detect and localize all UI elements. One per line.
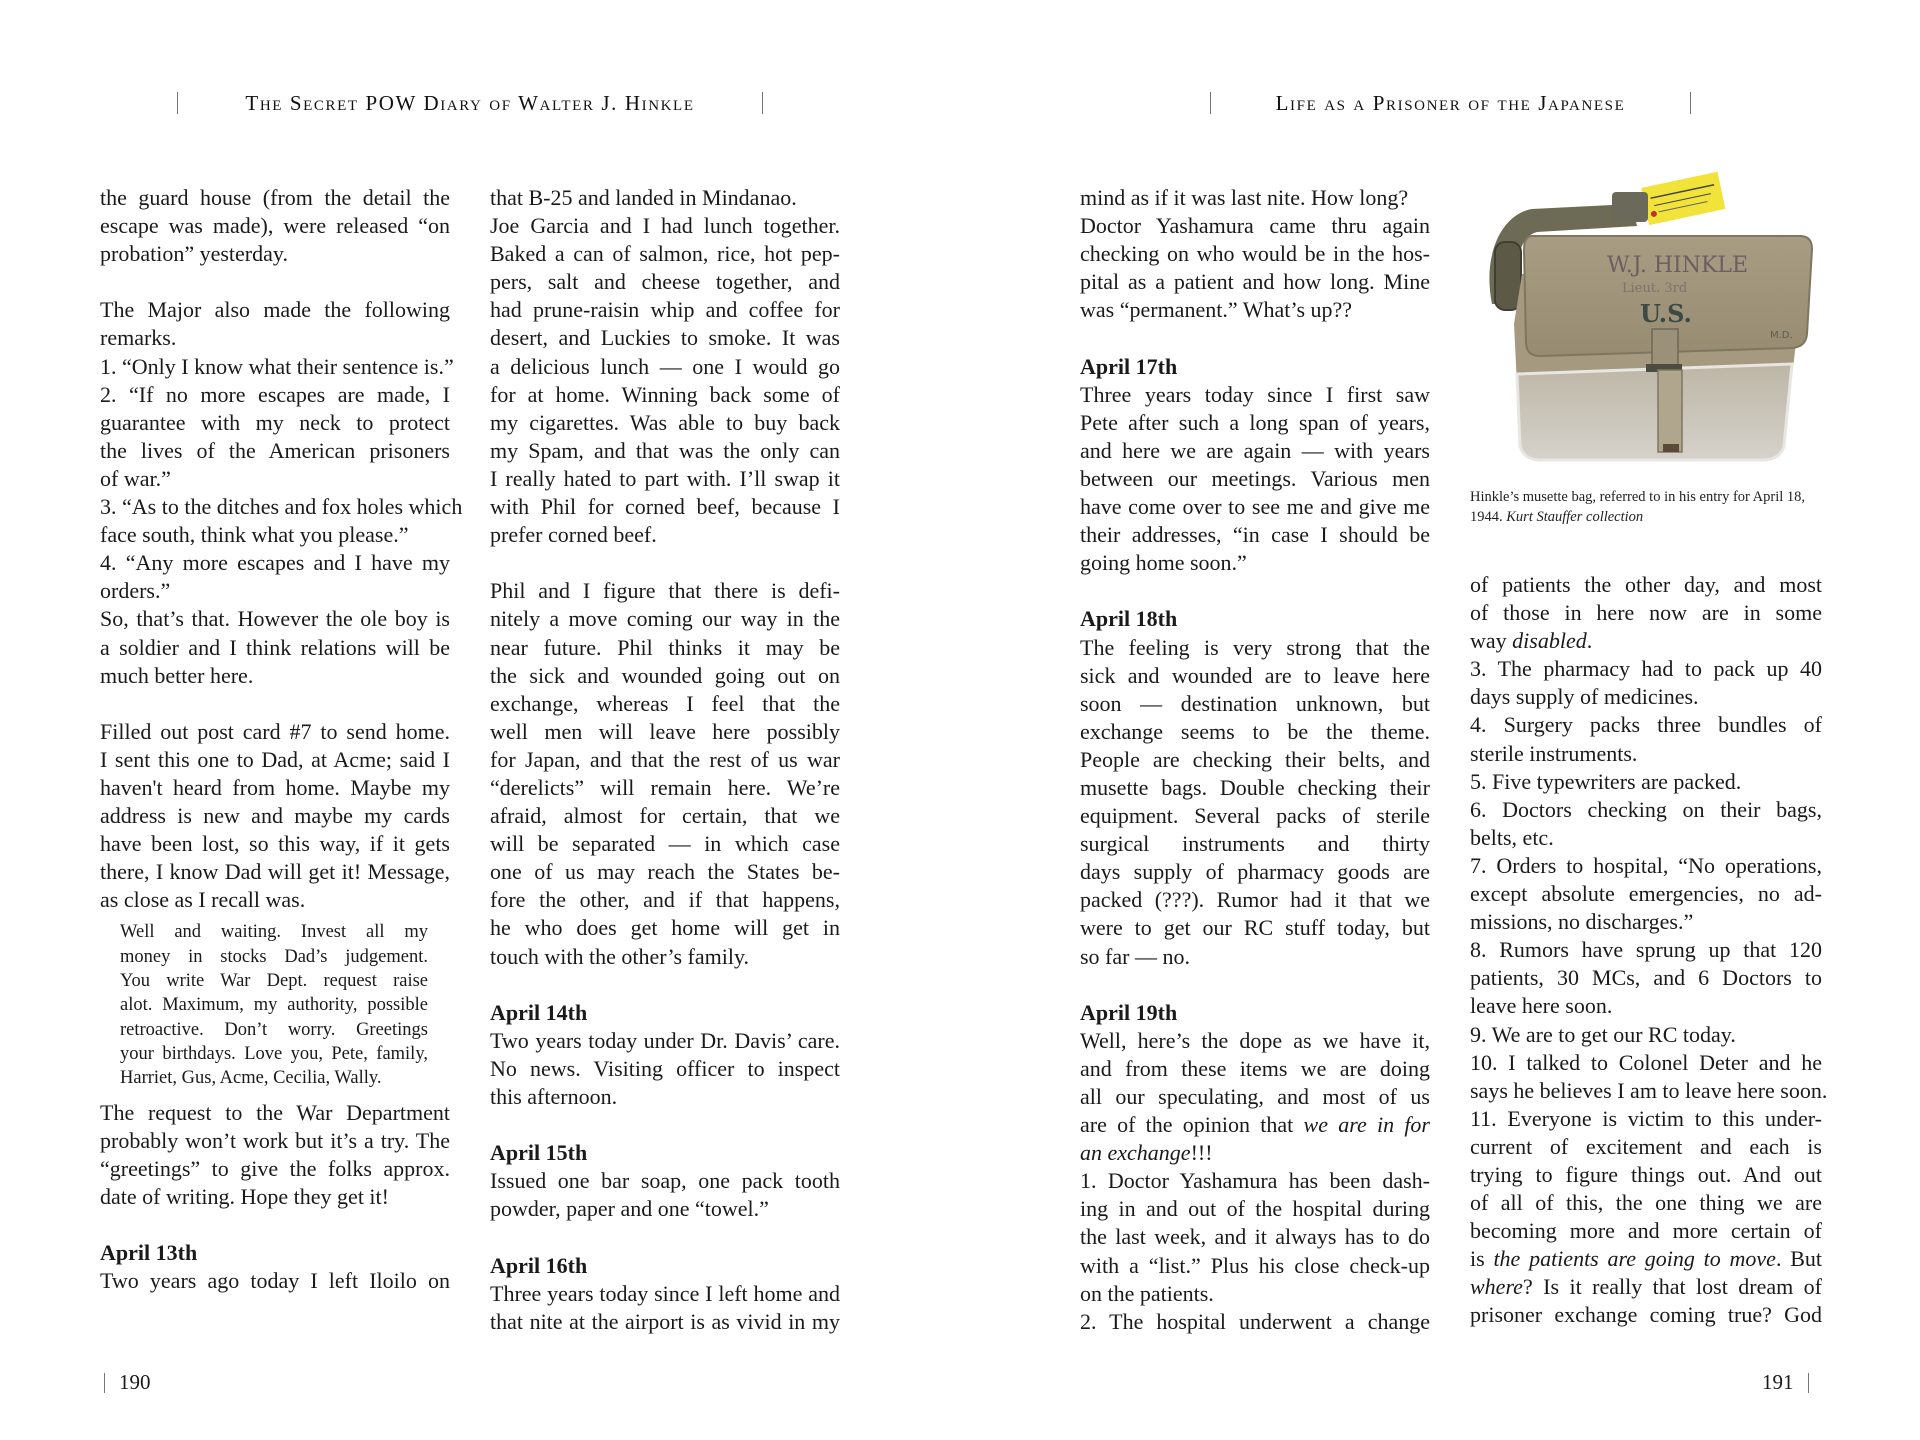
paragraph	[100, 1267, 450, 1295]
text-line: their addresses, “in case I should be	[1080, 522, 1430, 548]
text-line: 1. Doctor Yashamura has been dash-	[1080, 1168, 1430, 1194]
text-line: for at home. Winning back some of	[490, 381, 840, 407]
paragraph	[1470, 655, 1822, 711]
text-line: I really hated to part with. I’ll swap it	[490, 465, 840, 491]
text-line: Well, here’s the dope as we have it,	[1080, 1027, 1430, 1053]
text-line: retroactive. Don’t worry. Greetings	[120, 1019, 428, 1040]
paragraph	[1470, 571, 1822, 655]
paragraph	[100, 549, 450, 605]
text-line: The request to the War Department	[100, 1099, 450, 1125]
text-line: Two years today under Dr. Davis’ care.	[490, 1027, 840, 1053]
text-line: powder, paper and one “towel.”	[490, 1196, 769, 1222]
text-line: except absolute emergencies, no ad-	[1470, 881, 1822, 907]
diary-date-heading: April 17th	[1080, 353, 1178, 379]
page-number: 190	[119, 1370, 151, 1394]
paragraph	[100, 1099, 450, 1211]
text-line: So, that’s that. However the ole boy is	[100, 606, 450, 632]
page-number-left	[104, 1370, 151, 1395]
text-column-3	[1080, 184, 1430, 1336]
diary-date-heading: April 15th	[490, 1140, 588, 1166]
text-line: “greetings” to give the folks approx.	[100, 1155, 450, 1181]
paragraph	[100, 605, 450, 689]
paragraph-gap	[1080, 971, 1430, 999]
paragraph	[1470, 936, 1822, 1020]
running-head-right	[1210, 88, 1691, 118]
text-line: prisoner exchange coming true? God	[1470, 1302, 1822, 1328]
paragraph	[100, 718, 450, 915]
text-line: so far — no.	[1080, 943, 1190, 969]
diary-date-heading: April 18th	[1080, 606, 1178, 632]
text-line: fore the other, and if that happens,	[490, 887, 840, 913]
text-line: remarks.	[100, 325, 177, 351]
text-line: exchange, whereas I feel that the	[490, 690, 840, 716]
text-line: the guard house (from the detail the	[100, 185, 450, 210]
text-line: 3. “As to the ditches and fox holes which	[100, 494, 463, 520]
text-line: of all of this, the one thing we are	[1470, 1190, 1822, 1216]
paragraph-gap	[1080, 324, 1430, 352]
paragraph	[1470, 852, 1822, 936]
text-column-1	[100, 184, 463, 1295]
paragraph	[100, 381, 450, 493]
paragraph	[490, 184, 840, 212]
text-line: he who does get home will get in	[490, 915, 840, 941]
text-line: orders.”	[100, 578, 171, 604]
paragraph	[1080, 1027, 1430, 1167]
paragraph-gap	[490, 971, 840, 999]
text-line: Filled out post card #7 to send home.	[100, 718, 450, 744]
text-line: one of us may reach the States be-	[490, 859, 840, 885]
text-line: of those in here now are in some	[1470, 600, 1822, 626]
text-line: had prune-raisin whip and coffee for	[490, 297, 840, 323]
paragraph	[490, 577, 840, 970]
text-column-4	[1470, 571, 1828, 1330]
text-line: that B-25 and landed in Mindanao.	[490, 185, 797, 210]
paragraph	[1470, 796, 1822, 852]
diary-date-heading: April 13th	[100, 1239, 198, 1265]
text-line: missions, no discharges.”	[1470, 909, 1694, 935]
text-line: an exchange!!!	[1080, 1140, 1213, 1166]
caption-text: Hinkle’s musette bag, referred to in his entry for April 18, 1944.	[1470, 489, 1806, 525]
text-line: afraid, almost for certain, that we	[490, 803, 840, 829]
paragraph	[490, 1280, 840, 1336]
text-line: 4. Surgery packs three bundles of	[1470, 712, 1822, 738]
text-line: prefer corned beef.	[490, 522, 657, 548]
text-line: well men will leave here possibly	[490, 718, 840, 744]
text-line: the lives of the American prisoners	[100, 437, 450, 463]
paragraph	[1470, 1021, 1822, 1049]
text-line: is the patients are going to move. But	[1470, 1246, 1822, 1272]
text-line: exchange seems to be the theme.	[1080, 718, 1430, 744]
text-line: where? Is it really that lost dream of	[1470, 1274, 1822, 1300]
text-line: haven't heard from home. Maybe my	[100, 774, 450, 800]
text-line: on the patients.	[1080, 1280, 1214, 1306]
text-line: my Spam, and that was the only can	[490, 437, 840, 463]
diary-date-heading: April 19th	[1080, 999, 1178, 1025]
text-line: sterile instruments.	[1470, 740, 1638, 766]
rule-divider	[177, 92, 178, 114]
text-line: becoming more and more certain of	[1470, 1218, 1822, 1244]
text-line: You write War Dept. request raise	[120, 971, 428, 992]
text-line: leave here soon.	[1470, 993, 1613, 1019]
text-line: that nite at the airport is as vivid in my	[490, 1308, 840, 1334]
text-line: 4. “Any more escapes and I have my	[100, 550, 450, 576]
paragraph	[1080, 634, 1430, 971]
text-line: Three years today since I first saw	[1080, 381, 1430, 407]
text-line: way disabled.	[1470, 628, 1593, 654]
text-line: address is new and maybe my cards	[100, 803, 450, 829]
text-line: date of writing. Hope they get it!	[100, 1183, 389, 1209]
text-line: equipment. Several packs of sterile	[1080, 803, 1430, 829]
quoted-postcard-message	[120, 920, 428, 1090]
text-line: face south, think what you please.”	[100, 522, 409, 548]
text-line: Doctor Yashamura came thru again	[1080, 213, 1430, 239]
text-line: belts, etc.	[1470, 824, 1554, 850]
text-line: all our speculating, and most of us	[1080, 1084, 1430, 1109]
text-line: alot. Maximum, my authority, possible	[120, 995, 428, 1016]
text-line: for Japan, and that the rest of us war	[490, 746, 840, 772]
text-line: guarantee with my neck to protect	[100, 409, 450, 435]
text-line: Joe Garcia and I had lunch together.	[490, 213, 840, 239]
text-line: the sick and wounded going out on	[490, 662, 840, 688]
text-line: People are checking their belts, and	[1080, 746, 1430, 772]
paragraph	[1080, 184, 1430, 212]
text-line: says he believes I am to leave here soon.	[1470, 1077, 1828, 1103]
svg-text:Lieut. 3rd: Lieut. 3rd	[1622, 281, 1688, 296]
paragraph	[1080, 212, 1430, 324]
text-line: current of excitement and each is	[1470, 1133, 1822, 1159]
text-line: was “permanent.” What’s up??	[1080, 297, 1353, 323]
text-line: with Phil for corned beef, because I	[490, 494, 840, 520]
text-line: 10. I talked to Colonel Deter and he	[1470, 1049, 1822, 1075]
text-line: and from these items we are doing	[1080, 1055, 1430, 1081]
rule-divider	[1690, 92, 1691, 114]
text-line: with a “list.” Plus his close check-up	[1080, 1252, 1430, 1278]
text-line: have come over to see me and give me	[1080, 494, 1430, 520]
paragraph	[1080, 381, 1430, 578]
text-line: are of the opinion that we are in for	[1080, 1112, 1430, 1138]
text-line: will be separated — in which case	[490, 831, 840, 857]
paragraph-gap	[100, 690, 450, 718]
paragraph-gap	[1080, 577, 1430, 605]
text-line: The feeling is very strong that the	[1080, 634, 1430, 660]
text-line: 9. We are to get our RC today.	[1470, 1021, 1736, 1047]
paragraph	[490, 1167, 840, 1223]
text-line: 2. “If no more escapes are made, I	[100, 381, 450, 407]
text-line: Three years today since I left home and	[490, 1280, 840, 1306]
text-line: much better here.	[100, 662, 254, 688]
svg-text:W.J. HINKLE: W.J. HINKLE	[1607, 253, 1749, 278]
text-line: probation” yesterday.	[100, 241, 288, 267]
text-line: Pete after such a long span of years,	[1080, 409, 1430, 435]
text-line: “derelicts” will remain here. We’re	[490, 774, 840, 800]
text-line: days supply of pharmacy goods are	[1080, 859, 1430, 885]
text-line: have been lost, so this way, if it gets	[100, 831, 450, 857]
text-line: going home soon.”	[1080, 550, 1247, 576]
text-line: money in stocks Dad’s judgement.	[120, 946, 428, 967]
text-line: pital as a patient and how long. Mine	[1080, 269, 1430, 295]
rule-divider	[1210, 92, 1211, 114]
paragraph	[490, 212, 840, 549]
text-line: nitely a move coming our way in the	[490, 606, 840, 632]
paragraph	[1470, 1105, 1822, 1330]
rule-divider	[1808, 1373, 1809, 1393]
text-line: of patients the other day, and most	[1470, 572, 1822, 597]
text-line: The Major also made the following	[100, 297, 450, 323]
musette-bag-photo	[1462, 164, 1832, 472]
paragraph-gap	[100, 1211, 450, 1239]
text-line: 5. Five typewriters are packed.	[1470, 768, 1742, 794]
paragraph-gap	[100, 268, 450, 296]
paragraph	[1080, 1167, 1430, 1307]
text-line: 8. Rumors have sprung up that 120	[1470, 937, 1822, 963]
paragraph	[1470, 768, 1822, 796]
paragraph	[490, 1027, 840, 1111]
text-line: 2. The hospital underwent a change	[1080, 1308, 1430, 1334]
text-line: Well and waiting. Invest all my	[120, 922, 428, 943]
text-line: a delicious lunch — one I would go	[490, 353, 840, 379]
text-line: your birthdays. Love you, Pete, family,	[120, 1043, 428, 1064]
text-line: probably won’t work but it’s a try. The	[100, 1127, 450, 1153]
text-line: and here we are again — with years	[1080, 437, 1430, 463]
text-line: sick and wounded are to leave here	[1080, 662, 1430, 688]
text-line: between our meetings. Various men	[1080, 465, 1430, 491]
text-line: ing in and out of the hospital during	[1080, 1196, 1430, 1222]
text-line: near future. Phil thinks it may be	[490, 634, 840, 660]
book-title: The Secret POW Diary of Walter J. Hinkle	[245, 90, 695, 115]
text-line: this afternoon.	[490, 1084, 618, 1109]
diary-date-heading: April 16th	[490, 1252, 588, 1278]
text-line: Issued one bar soap, one pack tooth	[490, 1168, 840, 1194]
text-line: 1. “Only I know what their sentence is.”	[100, 353, 454, 379]
text-line: my cigarettes. Was able to buy back	[490, 409, 840, 435]
rule-divider	[762, 92, 763, 114]
text-line: surgical instruments and thirty	[1080, 831, 1430, 857]
page-number-right	[1762, 1370, 1809, 1395]
svg-text:U.S.: U.S.	[1640, 299, 1692, 328]
text-line: 11. Everyone is victim to this under-	[1470, 1105, 1822, 1131]
text-line: there, I know Dad will get it! Message,	[100, 859, 450, 885]
running-head-left	[177, 88, 763, 118]
paragraph-gap	[490, 1111, 840, 1139]
paragraph	[1470, 711, 1822, 767]
text-line: escape was made), were released “on	[100, 213, 450, 239]
text-line: patients, 30 MCs, and 6 Doctors to	[1470, 965, 1822, 991]
paragraph-gap	[490, 1223, 840, 1251]
text-line: 6. Doctors checking on their bags,	[1470, 796, 1822, 822]
text-line: a soldier and I think relations will be	[100, 634, 450, 660]
caption-credit: Kurt Stauffer collection	[1506, 508, 1644, 525]
paragraph	[100, 184, 450, 268]
paragraph-gap	[490, 549, 840, 577]
text-line: checking on who would be in the hos-	[1080, 241, 1430, 267]
page-number: 191	[1762, 1370, 1794, 1394]
text-line: the last week, and it always has to do	[1080, 1224, 1430, 1250]
paragraph	[100, 493, 463, 549]
text-line: trying to figure things out. And out	[1470, 1161, 1822, 1187]
diary-date-heading: April 14th	[490, 999, 588, 1025]
paragraph	[1080, 1308, 1430, 1336]
chapter-title: Life as a Prisoner of the Japanese	[1275, 90, 1626, 115]
text-line: as close as I recall was.	[100, 887, 306, 913]
text-line: Harriet, Gus, Acme, Cecilia, Wally.	[120, 1068, 382, 1089]
text-line: packed (???). Rumor had it that we	[1080, 887, 1430, 913]
text-line: 3. The pharmacy had to pack up 40	[1470, 656, 1822, 682]
text-line: I sent this one to Dad, at Acme; said I	[100, 746, 450, 772]
text-line: were to get our RC stuff today, but	[1080, 915, 1430, 941]
text-line: Baked a can of salmon, rice, hot pep-	[490, 241, 840, 267]
text-column-2	[490, 184, 840, 1336]
text-line: soon — destination unknown, but	[1080, 690, 1430, 716]
text-line: pers, salt and cheese together, and	[490, 269, 840, 295]
paragraph	[100, 296, 450, 352]
text-line: 7. Orders to hospital, “No operations,	[1470, 852, 1822, 878]
text-line: mind as if it was last nite. How long?	[1080, 185, 1409, 210]
text-line: desert, and Luckies to smoke. It was	[490, 325, 840, 351]
text-line: musette bags. Double checking their	[1080, 774, 1430, 800]
text-line: touch with the other’s family.	[490, 943, 750, 969]
text-line: days supply of medicines.	[1470, 684, 1699, 710]
text-line: No news. Visiting officer to inspect	[490, 1055, 840, 1081]
rule-divider	[104, 1373, 105, 1393]
figure-caption	[1470, 488, 1830, 527]
paragraph	[1470, 1049, 1828, 1105]
paragraph	[100, 353, 454, 381]
text-line: Phil and I figure that there is defi-	[490, 578, 840, 604]
text-line: Two years ago today I left Iloilo on	[100, 1268, 450, 1294]
svg-text:M.D.: M.D.	[1770, 330, 1793, 341]
text-line: of war.”	[100, 465, 171, 491]
